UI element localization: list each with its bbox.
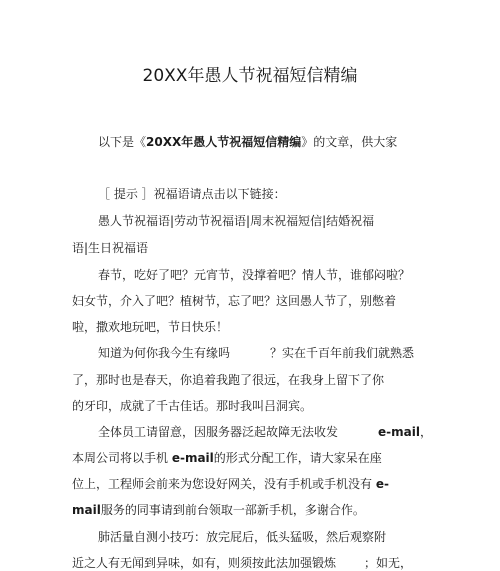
paragraph-3-line-4 [72, 502, 432, 518]
paragraph-3-email-4: mail [72, 503, 101, 517]
paragraph-1-line-1: 春节，吃好了吧？元宵节，没撑着吧？情人节，谁郁闷啦？ [98, 268, 411, 282]
tip-line: ［ 提示 ］祝福语请点击以下链接： [98, 187, 286, 201]
paragraph-3-line-2a: 本周公司将以手机 [72, 451, 172, 465]
paragraph-4-line-2b: ；如无， [364, 556, 413, 570]
links-line-1[interactable]: 愚人节祝福语|劳动节祝福语|周末祝福短信|结婚祝福 [98, 214, 375, 228]
paragraph-3-line-1 [98, 424, 458, 440]
paragraph-2-line-3: 的牙印，成就了千古佳话。那时我叫吕洞宾。 [72, 399, 313, 413]
paragraph-3-line-3a: 位上，工程师会前来为您设好网关，没有手机或手机没有 [72, 477, 376, 491]
paragraph-3-email-2: e-mail [171, 451, 214, 465]
paragraph-1-line-2: 妇女节，介入了吧？植树节，忘了吧？这回愚人节了，别憋着 [72, 294, 397, 308]
paragraph-3-line-2c: 的形式分配工作，请大家呆在座 [213, 451, 382, 465]
paragraph-4-line-2a: 近之人有无闻到异味，如有，则须按此法加强锻炼 [72, 556, 337, 570]
intro-suffix: 》的文章，供大家 [301, 135, 398, 149]
intro-line [98, 134, 458, 150]
paragraph-3-line-2 [72, 450, 432, 466]
paragraph-3-line-3 [72, 476, 432, 492]
paragraph-3-line-4b: 服务的同事请到前台领取一部新手机，多谢合作。 [100, 503, 365, 517]
paragraph-2-line-1a: 知道为何你我今生有缘吗 [98, 346, 231, 360]
document-title: 20XX年愚人节祝福短信精编 [142, 66, 358, 86]
paragraph-3-line-1a: 全体员工请留意，因服务器泛起故障无法收发 [98, 425, 339, 439]
links-line-2[interactable]: 语|生日祝福语 [72, 241, 149, 255]
paragraph-3-line-1c: ， [419, 425, 432, 439]
paragraph-3-email-1: e-mail [378, 425, 420, 439]
intro-bold-title: 20XX年愚人节祝福短信精编 [146, 135, 302, 149]
paragraph-1-line-3: 啦，撒欢地玩吧，节日快乐！ [72, 320, 229, 334]
paragraph-3-email-3: e- [375, 477, 389, 491]
paragraph-4-line-2 [72, 555, 432, 571]
paragraph-2-line-2: 了，那时也是春天，你追着我跑了很远，在我身上留下了你 [72, 373, 385, 387]
paragraph-2-line-1b: ？实在千百年前我们就熟悉 [270, 346, 415, 360]
intro-prefix: 以下是《 [98, 135, 147, 149]
paragraph-2-line-1 [98, 345, 458, 361]
paragraph-4-line-1: 肺活量自测小技巧：放完屁后，低头猛吸，然后观察附 [98, 530, 387, 544]
